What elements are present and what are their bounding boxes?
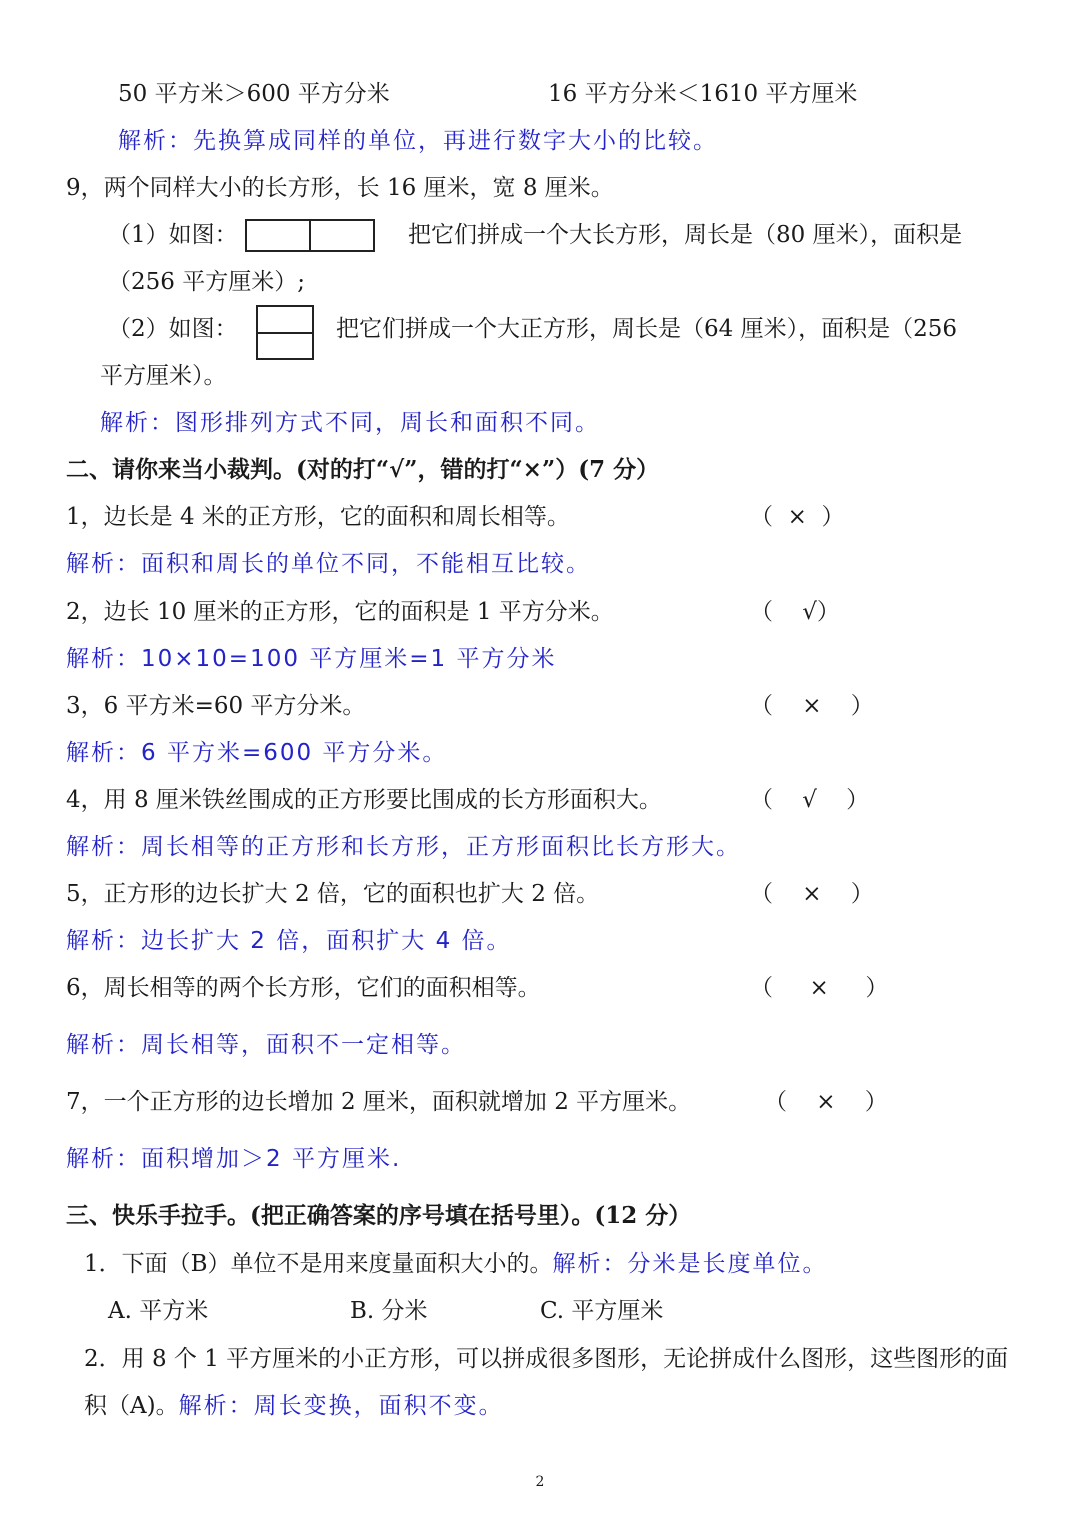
choice-question-2-cont-text: 积（A)。 [84, 1393, 179, 1419]
judge-analysis-1: 解析：面积和周长的单位不同，不能相互比较。 [66, 551, 591, 577]
judge-answer-6: （ × ） [750, 975, 889, 1001]
figure-square-top [256, 305, 314, 334]
judge-answer-2: （ √） [750, 599, 840, 625]
choice-question-2: 2．用 8 个 1 平方厘米的小正方形，可以拼成很多图形，无论拼成什么图形，这些图形的面 [84, 1346, 1009, 1372]
choice-question-1 [84, 1248, 828, 1280]
judge-answer-4: （ √ ） [750, 787, 870, 813]
option-b: B. 分米 [350, 1298, 428, 1324]
judge-analysis-4: 解析：周长相等的正方形和长方形，正方形面积比长方形大。 [66, 834, 741, 860]
q8-right: 16 平方分米＜1610 平方厘米 [548, 81, 858, 107]
judge-answer-7: （ × ） [764, 1089, 888, 1115]
choice-question-1-text: 1．下面（B）单位不是用来度量面积大小的。 [84, 1251, 553, 1277]
q9-title: 9，两个同样大小的长方形，长 16 厘米，宽 8 厘米。 [66, 175, 614, 201]
option-c: C. 平方厘米 [540, 1298, 664, 1324]
section3-title: 三、快乐手拉手。(把正确答案的序号填在括号里）。(12 分） [66, 1202, 692, 1229]
figure-rect-left [245, 219, 311, 252]
q9-p2-cont: 平方厘米）。 [100, 363, 227, 389]
judge-analysis-6: 解析：周长相等，面积不一定相等。 [66, 1032, 466, 1058]
figure-square-bottom [256, 332, 314, 360]
judge-question-1: 1，边长是 4 米的正方形，它的面积和周长相等。 [66, 504, 570, 530]
q9-p1-cont: （256 平方厘米）; [108, 269, 305, 295]
judge-question-6: 6，周长相等的两个长方形，它们的面积相等。 [66, 975, 541, 1001]
judge-question-4: 4，用 8 厘米铁丝围成的正方形要比围成的长方形面积大。 [66, 787, 662, 813]
q9-analysis: 解析：图形排列方式不同，周长和面积不同。 [100, 410, 600, 436]
judge-answer-5: （ × ） [750, 881, 874, 907]
judge-analysis-2: 解析：10×10=100 平方厘米=1 平方分米 [66, 646, 557, 672]
q9-p2-label: （2）如图： [108, 316, 238, 342]
judge-question-3: 3，6 平方米=60 平方分米。 [66, 693, 366, 719]
judge-analysis-7: 解析：面积增加＞2 平方厘米. [66, 1146, 402, 1172]
section2-title: 二、请你来当小裁判。(对的打“√”，错的打“×”）(7 分） [66, 456, 660, 483]
q9-p1-text: 把它们拼成一个大长方形，周长是（80 厘米），面积是 [408, 222, 963, 248]
judge-analysis-3: 解析：6 平方米=600 平方分米。 [66, 740, 448, 766]
choice-question-2-analysis: 解析：周长变换，面积不变。 [178, 1393, 504, 1419]
q9-p2-text: 把它们拼成一个大正方形，周长是（64 厘米），面积是（256 [336, 316, 957, 342]
choice-question-2-cont [84, 1390, 504, 1422]
judge-question-7: 7，一个正方形的边长增加 2 厘米，面积就增加 2 平方厘米。 [66, 1089, 692, 1115]
q9-p1-label: （1）如图： [108, 222, 238, 248]
page-number: 2 [535, 1474, 545, 1490]
q8-left: 50 平方米＞600 平方分米 [118, 81, 390, 107]
judge-answer-3: （ × ） [750, 693, 874, 719]
option-a: A. 平方米 [108, 1298, 209, 1324]
judge-answer-1: （ × ） [750, 504, 845, 530]
figure-rect-right [309, 219, 375, 252]
judge-analysis-5: 解析：边长扩大 2 倍，面积扩大 4 倍。 [66, 928, 512, 954]
judge-question-2: 2，边长 10 厘米的正方形，它的面积是 1 平方分米。 [66, 599, 614, 625]
judge-question-5: 5，正方形的边长扩大 2 倍，它的面积也扩大 2 倍。 [66, 881, 600, 907]
choice-question-1-analysis: 解析：分米是长度单位。 [552, 1251, 828, 1277]
q8-analysis: 解析：先换算成同样的单位，再进行数字大小的比较。 [118, 128, 718, 154]
